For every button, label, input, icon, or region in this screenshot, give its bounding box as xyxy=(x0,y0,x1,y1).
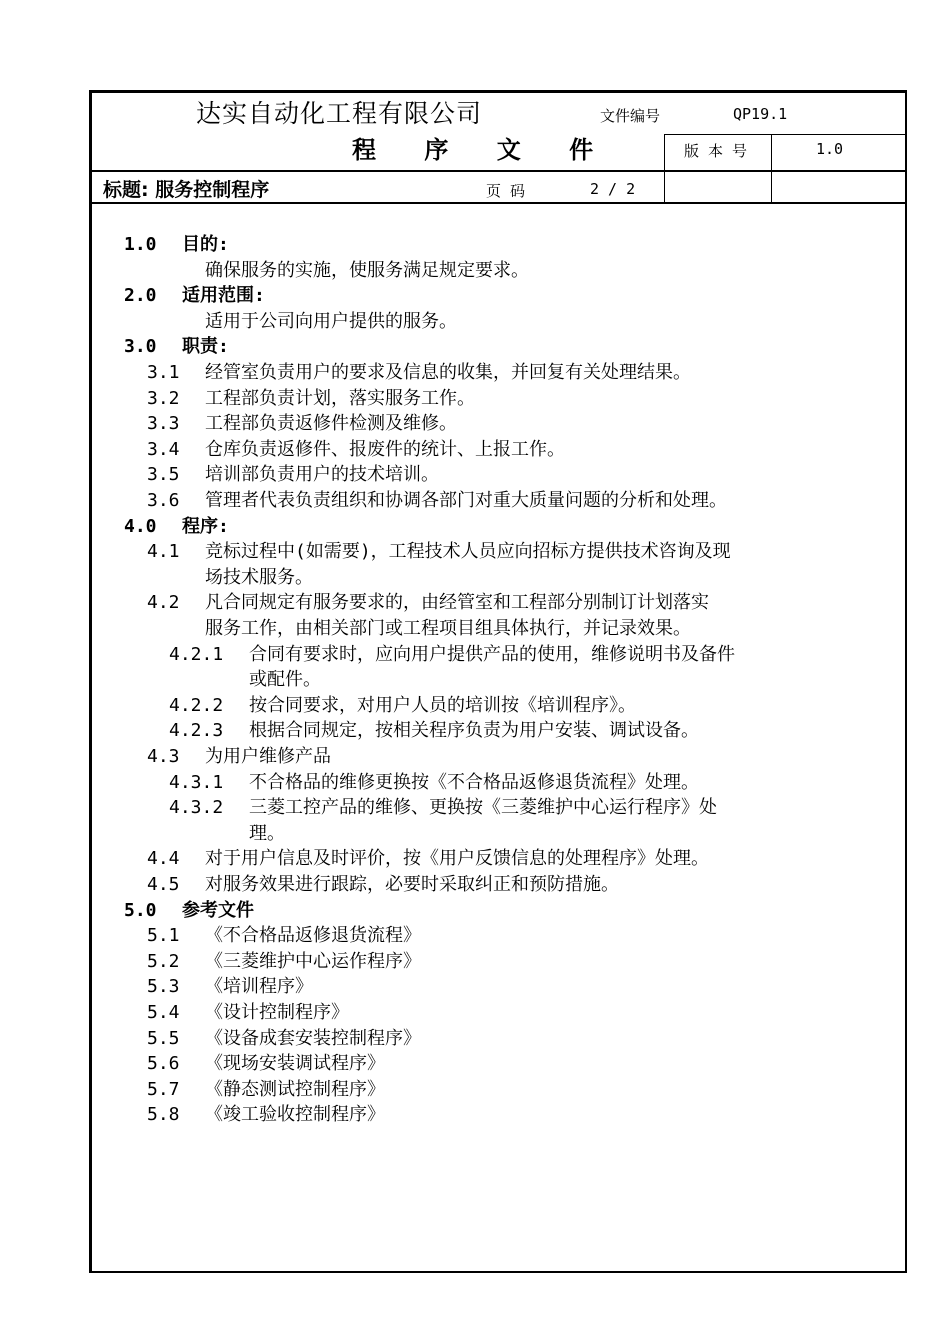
section-number: 4.2.1 xyxy=(169,643,224,665)
header-divider-3 xyxy=(89,202,907,204)
header-vline-2 xyxy=(771,134,772,203)
section-number: 4.2.3 xyxy=(169,720,224,742)
doc-number-value: QP19.1 xyxy=(733,105,788,123)
section-number: 3.2 xyxy=(147,387,180,409)
section-text: 《三菱维护中心运作程序》 xyxy=(205,950,421,972)
section-number: 4.1 xyxy=(147,541,180,563)
section-number: 3.0 xyxy=(124,336,157,358)
section-number: 3.1 xyxy=(147,362,180,383)
header-divider-1 xyxy=(664,134,907,135)
section-text: 适用范围: xyxy=(182,285,265,307)
section-number: 4.3.1 xyxy=(169,771,224,793)
section-text: 程序: xyxy=(182,515,229,537)
page-number: 2 / 2 xyxy=(590,180,636,198)
section-text: 理。 xyxy=(249,822,285,844)
section-number: 3.6 xyxy=(147,490,180,511)
section-number: 4.5 xyxy=(147,874,180,895)
section-text: 适用于公司向用户提供的服务。 xyxy=(205,310,457,332)
section-text: 《不合格品返修退货流程》 xyxy=(205,925,421,947)
section-number: 5.8 xyxy=(147,1104,180,1126)
section-number: 5.3 xyxy=(147,976,180,998)
section-number: 4.2.2 xyxy=(169,694,224,716)
section-text: 管理者代表负责组织和协调各部门对重大质量问题的分析和处理。 xyxy=(205,490,727,511)
document-title: 标题: 服务控制程序 xyxy=(103,179,270,201)
section-number: 5.7 xyxy=(147,1078,180,1100)
section-text: 《培训程序》 xyxy=(205,976,313,998)
section-text: 三菱工控产品的维修、更换按《三菱维护中心运行程序》处 xyxy=(249,797,717,819)
section-number: 4.0 xyxy=(124,515,157,537)
section-text: 按合同要求，对用户人员的培训按《培训程序》。 xyxy=(249,694,636,716)
section-number: 3.4 xyxy=(147,438,180,460)
section-text: 工程部负责返修件检测及维修。 xyxy=(205,413,457,435)
section-number: 5.5 xyxy=(147,1027,180,1049)
section-text: 服务工作，由相关部门或工程项目组具体执行，并记录效果。 xyxy=(205,618,691,639)
section-number: 5.2 xyxy=(147,950,180,972)
section-text: 或配件。 xyxy=(249,669,321,691)
company-name: 达实自动化工程有限公司 xyxy=(196,99,483,128)
section-text: 场技术服务。 xyxy=(205,566,313,588)
section-number: 4.2 xyxy=(147,592,180,614)
section-text: 《设备成套安装控制程序》 xyxy=(205,1027,421,1049)
section-number: 1.0 xyxy=(124,234,157,255)
header-vline-1 xyxy=(664,134,665,203)
section-text: 《现场安装调试程序》 xyxy=(205,1053,385,1075)
version-value: 1.0 xyxy=(816,140,844,158)
header-divider-2 xyxy=(89,170,907,172)
section-text: 《静态测试控制程序》 xyxy=(205,1078,385,1100)
section-number: 4.3.2 xyxy=(169,797,224,819)
doc-number-label: 文件编号 xyxy=(600,107,661,125)
document-type: 程 序 文 件 xyxy=(352,135,614,164)
section-number: 3.5 xyxy=(147,464,180,486)
section-text: 仓库负责返修件、报废件的统计、上报工作。 xyxy=(205,438,565,460)
section-text: 职责: xyxy=(182,336,229,358)
page-label: 页 码 xyxy=(486,182,526,200)
section-text: 对于用户信息及时评价，按《用户反馈信息的处理程序》处理。 xyxy=(205,848,709,870)
section-number: 5.0 xyxy=(124,899,157,921)
section-number: 5.1 xyxy=(147,925,180,947)
section-number: 4.3 xyxy=(147,746,180,767)
section-number: 2.0 xyxy=(124,285,157,307)
section-text: 为用户维修产品 xyxy=(205,746,331,767)
section-text: 工程部负责计划，落实服务工作。 xyxy=(205,387,475,409)
section-text: 《竣工验收控制程序》 xyxy=(205,1104,385,1126)
section-text: 确保服务的实施，使服务满足规定要求。 xyxy=(205,259,529,281)
section-text: 参考文件 xyxy=(182,899,254,921)
section-text: 培训部负责用户的技术培训。 xyxy=(205,464,439,486)
section-text: 根据合同规定，按相关程序负责为用户安装、调试设备。 xyxy=(249,720,699,742)
section-text: 合同有要求时，应向用户提供产品的使用，维修说明书及备件 xyxy=(249,643,735,665)
section-text: 《设计控制程序》 xyxy=(205,1002,349,1023)
section-text: 对服务效果进行跟踪，必要时采取纠正和预防措施。 xyxy=(205,874,619,895)
section-number: 5.6 xyxy=(147,1053,180,1075)
section-number: 4.4 xyxy=(147,848,180,870)
section-number: 5.4 xyxy=(147,1002,180,1023)
section-number: 3.3 xyxy=(147,413,180,435)
section-text: 经管室负责用户的要求及信息的收集，并回复有关处理结果。 xyxy=(205,362,691,383)
version-label: 版 本 号 xyxy=(684,142,748,160)
section-text: 凡合同规定有服务要求的，由经管室和工程部分别制订计划落实 xyxy=(205,592,709,614)
section-text: 目的: xyxy=(182,234,229,255)
section-text: 不合格品的维修更换按《不合格品返修退货流程》处理。 xyxy=(249,771,699,793)
section-text: 竞标过程中(如需要)，工程技术人员应向招标方提供技术咨询及现 xyxy=(205,541,731,563)
